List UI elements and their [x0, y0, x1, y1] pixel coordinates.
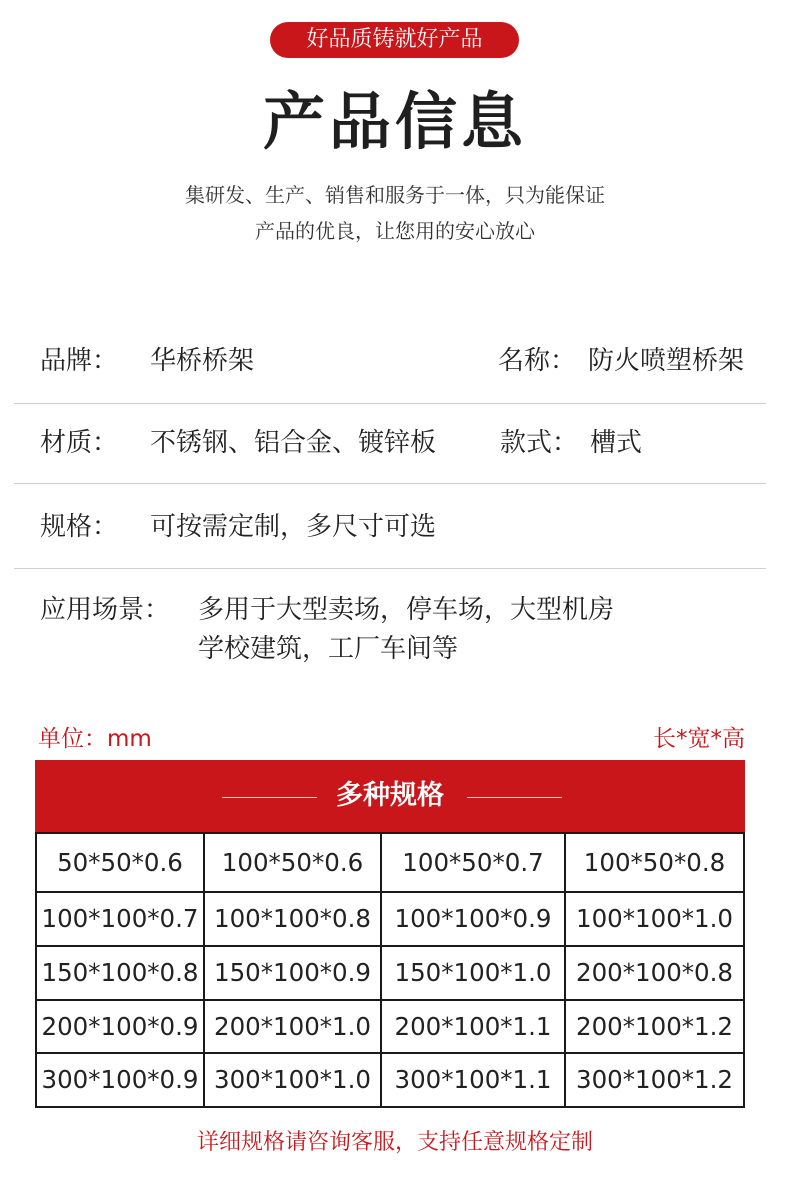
spec-table-header	[35, 760, 745, 832]
name-value: 防火喷塑桥架	[588, 346, 745, 376]
style-value: 槽式	[590, 428, 643, 458]
spec-cell: 200*100*1.1	[394, 1012, 552, 1041]
spec-cell: 100*100*1.0	[576, 904, 733, 933]
spec-table-title: 多种规格	[336, 780, 444, 811]
footer-note: 详细规格请咨询客服，支持任意规格定制	[196, 1130, 593, 1155]
table-row-divider	[37, 945, 743, 947]
divider	[14, 403, 766, 404]
spec-cell: 300*100*1.1	[394, 1065, 552, 1094]
scene-label: 应用场景：	[40, 595, 171, 625]
divider	[14, 483, 766, 484]
spec-cell: 200*100*1.2	[576, 1012, 733, 1041]
spec-cell: 100*50*0.7	[402, 848, 544, 877]
spec-cell: 200*100*0.9	[41, 1012, 199, 1041]
spec-cell: 200*100*1.0	[214, 1012, 371, 1041]
dimension-order-label: 长*宽*高	[653, 726, 745, 752]
spec-cell: 150*100*1.0	[394, 958, 552, 987]
scene-line-1: 多用于大型卖场，停车场，大型机房	[198, 595, 615, 625]
table-column-divider	[203, 834, 205, 1106]
unit-label: 单位：mm	[38, 726, 152, 752]
table-column-divider	[564, 834, 566, 1106]
spec-cell: 100*50*0.8	[583, 848, 726, 877]
spec-cell: 50*50*0.6	[57, 848, 183, 877]
spec-cell: 150*100*0.8	[41, 958, 199, 987]
spec-cell: 100*100*0.8	[214, 904, 371, 933]
spec-cell: 200*100*0.8	[576, 958, 733, 987]
spec-cell: 300*100*1.2	[576, 1065, 733, 1094]
material-value: 不锈钢、铝合金、镀锌板	[150, 428, 437, 458]
subtitle-line-2: 产品的优良，让您用的安心放心	[255, 219, 535, 243]
table-row-divider	[37, 891, 743, 893]
brand-value: 华桥桥架	[150, 346, 255, 376]
spec-cell: 300*100*1.0	[214, 1065, 371, 1094]
slogan-badge: 好品质铸就好产品	[270, 22, 519, 58]
spec-label: 规格：	[40, 512, 119, 542]
spec-cell: 100*50*0.6	[221, 848, 364, 877]
spec-table	[35, 832, 745, 1108]
material-label: 材质：	[40, 428, 119, 458]
spec-cell: 100*100*0.9	[394, 904, 552, 933]
divider	[14, 568, 766, 569]
table-row-divider	[37, 999, 743, 1001]
spec-cell: 150*100*0.9	[214, 958, 371, 987]
scene-line-2: 学校建筑，工厂车间等	[198, 634, 459, 664]
name-label: 名称：	[498, 346, 577, 376]
spec-value: 可按需定制，多尺寸可选	[150, 512, 437, 542]
table-column-divider	[380, 834, 382, 1106]
style-label: 款式：	[500, 428, 579, 458]
spec-cell: 300*100*0.9	[41, 1065, 199, 1094]
brand-label: 品牌：	[40, 346, 119, 376]
table-row-divider	[37, 1052, 743, 1054]
spec-cell: 100*100*0.7	[41, 904, 199, 933]
subtitle-line-1: 集研发、生产、销售和服务于一体，只为能保证	[185, 183, 605, 207]
page-title: 产品信息	[262, 85, 527, 158]
